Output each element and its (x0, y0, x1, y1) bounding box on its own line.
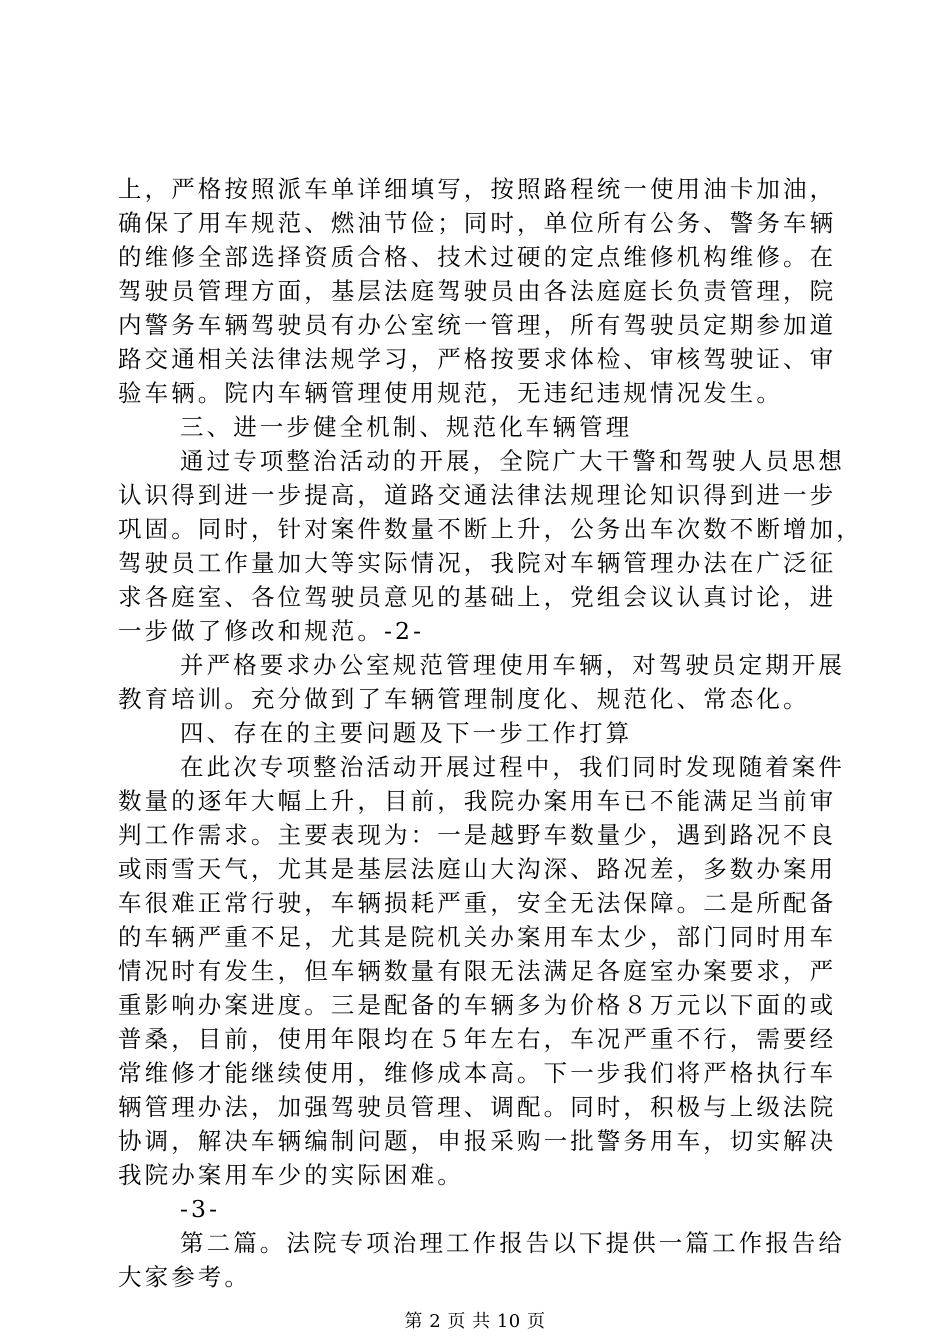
paragraph-line: 上，严格按照派车单详细填写，按照路程统一使用油卡加油， (118, 175, 837, 203)
paragraph-line: 教育培训。充分做到了车辆管理制度化、规范化、常态化。 (118, 685, 810, 713)
paragraph-line: 或雨雪天气，尤其是基层法庭山大沟深、路况差，多数办案用 (118, 855, 837, 883)
paragraph-line: 驾驶员工作量加大等实际情况，我院对车辆管理办法在广泛征 (118, 549, 837, 577)
paragraph-line: 确保了用车规范、燃油节俭；同时，单位所有公务、警务车辆 (118, 209, 837, 237)
paragraph-line: 我院办案用车少的实际困难。 (118, 1161, 464, 1189)
paragraph-line: 路交通相关法律法规学习，严格按要求体检、审核驾驶证、审 (118, 345, 837, 373)
paragraph-line: 认识得到进一步提高，道路交通法律法规理论知识得到进一步 (118, 481, 837, 509)
paragraph-line: 的维修全部选择资质合格、技术过硬的定点维修机构维修。在 (118, 243, 837, 271)
paragraph-line: 求各庭室、各位驾驶员意见的基础上，党组会议认真讨论，进 (118, 583, 837, 611)
paragraph-line: 车很难正常行驶，车辆损耗严重，安全无法保障。二是所配备 (118, 889, 837, 917)
paragraph-line: 巩固。同时，针对案件数量不断上升，公务出车次数不断增加， (118, 515, 863, 543)
paragraph-line: 协调，解决车辆编制问题，申报采购一批警务用车，切实解决 (118, 1127, 837, 1155)
paragraph-line: 常维修才能继续使用，维修成本高。下一步我们将严格执行车 (118, 1059, 837, 1087)
section-heading: 三、进一步健全机制、规范化车辆管理 (180, 413, 633, 441)
paragraph-line: 判工作需求。主要表现为：一是越野车数量少，遇到路况不良 (118, 821, 837, 849)
paragraph-line: 重影响办案进度。三是配备的车辆多为价格８万元以下面的或 (118, 991, 837, 1019)
paragraph-line: 普桑，目前，使用年限均在５年左右，车况严重不行，需要经 (118, 1025, 837, 1053)
inline-page-marker: -3- (180, 1195, 221, 1223)
paragraph-line: 在此次专项整治活动开展过程中，我们同时发现随着案件 (180, 753, 845, 781)
paragraph-line: 情况时有发生，但车辆数量有限无法满足各庭室办案要求，严 (118, 957, 837, 985)
paragraph-line: 并严格要求办公室规范管理使用车辆，对驾驶员定期开展 (180, 651, 845, 679)
paragraph-line: 大家参考。 (118, 1263, 251, 1291)
paragraph-line: 内警务车辆驾驶员有办公室统一管理，所有驾驶员定期参加道 (118, 311, 837, 339)
paragraph-line: 验车辆。院内车辆管理使用规范，无违纪违规情况发生。 (118, 379, 783, 407)
paragraph-line: 的车辆严重不足，尤其是院机关办案用车太少，部门同时用车 (118, 923, 837, 951)
page-number-footer: 第 2 页 共 10 页 (404, 1311, 546, 1332)
paragraph-line: 第二篇。法院专项治理工作报告以下提供一篇工作报告给 (180, 1229, 845, 1257)
paragraph-line: 数量的逐年大幅上升，目前，我院办案用车已不能满足当前审 (118, 787, 837, 815)
section-heading: 四、存在的主要问题及下一步工作打算 (180, 719, 633, 747)
paragraph-line: 通过专项整治活动的开展，全院广大干警和驾驶人员思想 (180, 447, 845, 475)
paragraph-line: 一步做了修改和规范。-2- (118, 617, 425, 645)
paragraph-line: 辆管理办法，加强驾驶员管理、调配。同时，积极与上级法院 (118, 1093, 837, 1121)
paragraph-line: 驾驶员管理方面，基层法庭驾驶员由各法庭庭长负责管理，院 (118, 277, 837, 305)
